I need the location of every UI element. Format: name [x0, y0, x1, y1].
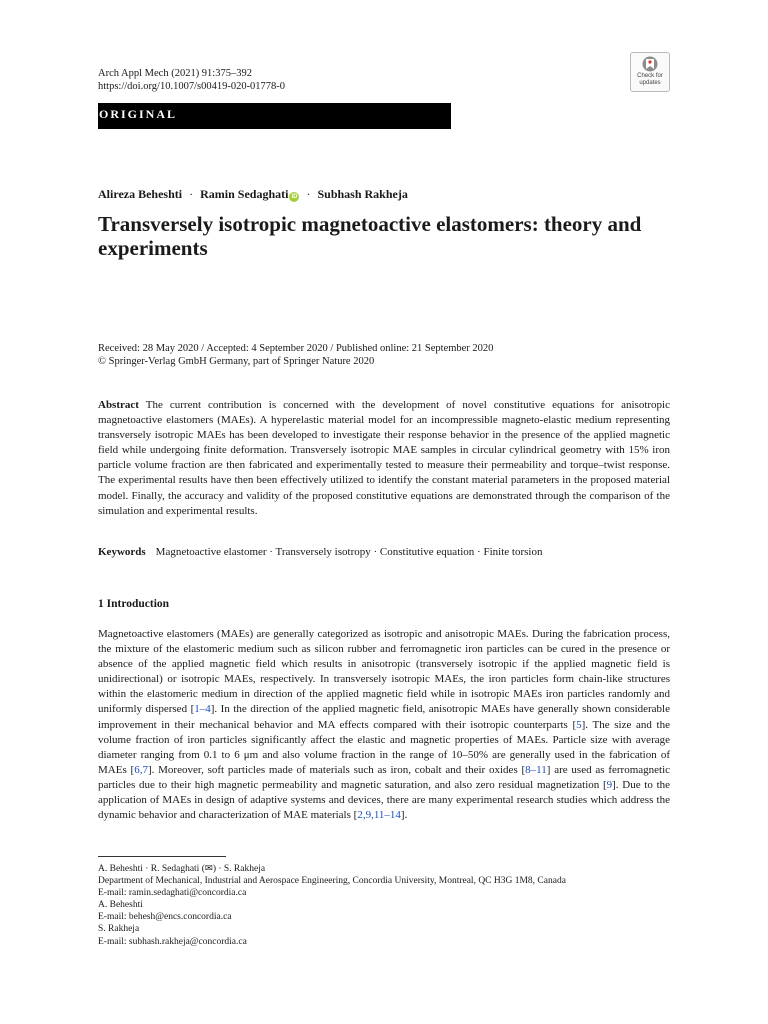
doi-link[interactable]: https://doi.org/10.1007/s00419-020-01778-0	[98, 81, 286, 92]
introduction-text: ]. Due to the application of MAEs in design of adaptive systems and devices, there are many experimental research studies which address the dynamic behavior and characterization of MAE materials [	[98, 778, 671, 822]
footnote-line: A. Beheshti	[98, 900, 143, 911]
orcid-icon[interactable]: iD	[291, 194, 298, 200]
author-list	[98, 187, 408, 202]
footnote-line: A. Beheshti · R. Sedaghati (✉) · S. Rakheja	[98, 864, 266, 874]
check-for-updates-badge[interactable]	[630, 52, 670, 92]
introduction-text: ] are used as ferromagnetic particles due to their high magnetic permeability and magnetic saturation, and also zero residual magnetization [	[98, 763, 671, 791]
keywords-text: Magnetoactive elastomer · Transversely isotropy · Constitutive equation · Finite torsion	[155, 546, 543, 558]
crossmark-icon	[642, 56, 658, 72]
abstract-label: Abstract	[98, 399, 139, 411]
citation-link[interactable]: 5	[576, 718, 582, 731]
author-separator: ·	[306, 187, 311, 201]
citation-link[interactable]: 8–11	[525, 763, 547, 776]
journal-header	[98, 67, 285, 93]
keywords-label: Keywords	[98, 546, 146, 558]
copyright-line: © Springer-Verlag GmbH Germany, part of Springer Nature 2020	[98, 355, 375, 367]
article-title: Transversely isotropic magnetoactive elastomers: theory and experiments	[98, 212, 642, 260]
author-name[interactable]: Alireza Beheshti	[98, 187, 183, 201]
footnote-email[interactable]: E-mail: subhash.rakheja@concordia.ca	[98, 936, 247, 947]
author-affiliations	[98, 863, 566, 948]
citation-link[interactable]: 6,7	[134, 763, 148, 776]
footnote-email[interactable]: E-mail: behesh@encs.concordia.ca	[98, 912, 232, 923]
introduction-text: ]. The size and the volume fraction of iron particles significantly affect the elastic and magnetic properties of MAEs. Particle size with average diameter ranging from 0.1 to 6 μm and also volume fraction in the range of 10–50% are generally used in the fabrication of MAEs [	[98, 718, 670, 776]
introduction-paragraph	[98, 627, 670, 823]
publication-history: Received: 28 May 2020 / Accepted: 4 September 2020 / Published online: 21 September 2020	[98, 343, 494, 354]
check-for-updates-label: Check for updates	[637, 73, 663, 86]
introduction-text: Magnetoactive elastomers (MAEs) are generally categorized as isotropic and anisotropic MAEs. During the fabrication process, the mixture of the elastomeric medium such as silicon rubber and ferromagnetic iron particles can be cured in the presence or absence of the applied magnetic field which results in anisotropic (transversely isotropic if the applied magnetic field is unidirectional) or isotropic MAEs, respectively. In transversely isotropic MAEs, the iron particles form chain-like structures within the elastomeric medium in direction of the applied magnetic field while in isotropic MAEs iron particles randomly and uniformly dispersed [	[98, 628, 670, 716]
keywords	[98, 546, 542, 558]
citation-link[interactable]: 2,9,11–14	[357, 809, 401, 822]
introduction-text: ]. Moreover, soft particles made of materials such as iron, cobalt and their oxides [	[147, 763, 526, 776]
footnote-line: Department of Mechanical, Industrial and Aerospace Engineering, Concordia University, Montreal, QC H3G 1M8, Canada	[98, 876, 566, 887]
author-name[interactable]: Subhash Rakheja	[317, 187, 408, 201]
abstract	[98, 398, 670, 519]
footnote-email[interactable]: E-mail: ramin.sedaghati@concordia.ca	[98, 888, 247, 899]
citation-link[interactable]: 1–4	[194, 703, 211, 716]
citation-link[interactable]: 9	[606, 778, 613, 791]
introduction-text: ]. In the direction of the applied magnetic field, anisotropic MAEs have generally shown considerable improvement in their mechanical behavior and MA effects compared with their isotropic counterparts [	[98, 703, 670, 731]
journal-citation: Arch Appl Mech (2021) 91:375–392	[98, 68, 252, 79]
section-heading-introduction: 1 Introduction	[98, 598, 170, 610]
introduction-text: ].	[400, 809, 408, 822]
article-type-banner: ORIGINAL	[98, 103, 451, 129]
author-separator: ·	[189, 187, 194, 201]
footnote-divider	[98, 856, 226, 857]
publication-dates	[98, 343, 493, 368]
abstract-text: The current contribution is concerned with the development of novel constitutive equations for anisotropic magnetoactive elastomers (MAEs). A hyperelastic material model for an incompressible magneto-elastic medium representing transversely isotropic MAEs has been developed to investigate their response behavior in the presence of the applied magnetic field while undergoing finite deformation. Transversely isotropic MAE samples in circular cylindrical geometry with 15% iron particle volume fraction are then fabricated and experimentally tested to measure their permeability and torque–twist response. The experimental results have then been effectively utilized to identify the constant material parameters in the proposed material model. Finally, the accuracy and validity of the proposed constitutive equations are demonstrated through the comparison of the simulation and experimental results.	[98, 399, 670, 517]
author-name[interactable]: Ramin Sedaghati	[200, 187, 289, 201]
footnote-line: S. Rakheja	[98, 924, 140, 935]
